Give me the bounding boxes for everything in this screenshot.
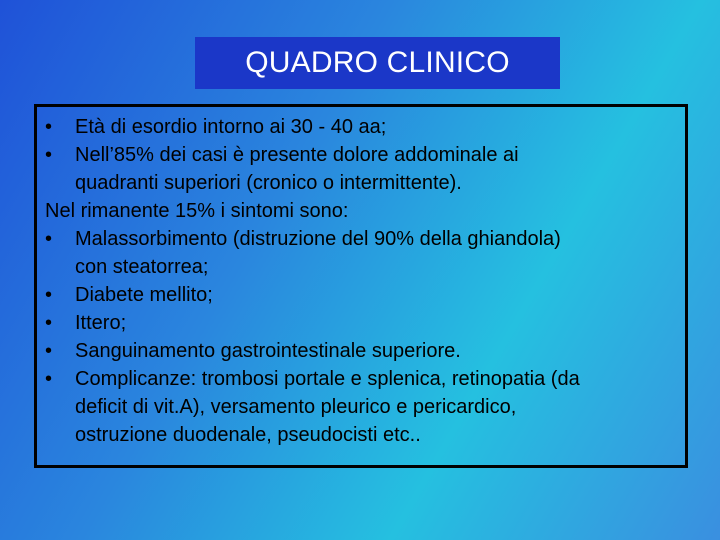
- bullet-marker: •: [45, 144, 53, 166]
- bullet-marker: •: [45, 284, 53, 306]
- bullet-list: [45, 113, 677, 449]
- title-banner: [195, 37, 560, 89]
- plain-text-line: Nel rimanente 15% i sintomi sono:: [45, 200, 349, 222]
- list-item-text: Sanguinamento gastrointestinale superiore.: [75, 340, 461, 362]
- list-item: [45, 337, 677, 365]
- list-item: [45, 281, 677, 309]
- list-item-continuation: deficit di vit.A), versamento pleurico e pericardico,: [75, 396, 517, 418]
- list-item: [45, 365, 677, 393]
- list-item-continuation: ostruzione duodenale, pseudocisti etc..: [75, 424, 421, 446]
- bullet-marker: •: [45, 312, 53, 334]
- bullet-marker: •: [45, 228, 53, 250]
- list-item-text: Malassorbimento (distruzione del 90% della ghiandola): [75, 228, 561, 250]
- bullet-marker: •: [45, 340, 53, 362]
- bullet-marker: •: [45, 368, 53, 390]
- list-item-text: Nell’85% dei casi è presente dolore addominale ai: [75, 144, 519, 166]
- list-item-continuation: quadranti superiori (cronico o intermittente).: [75, 172, 462, 194]
- list-item-text: Complicanze: trombosi portale e splenica, retinopatia (da: [75, 368, 580, 390]
- bullet-marker: •: [45, 116, 53, 138]
- list-item-continuation: con steatorrea;: [75, 256, 209, 278]
- list-item: [45, 225, 677, 253]
- content-box: [34, 104, 688, 468]
- slide-title: QUADRO CLINICO: [245, 46, 510, 79]
- list-item-text: Ittero;: [75, 312, 127, 334]
- list-item: [45, 141, 677, 169]
- list-item: [45, 309, 677, 337]
- list-item: [45, 113, 677, 141]
- list-item-text: Diabete mellito;: [75, 284, 213, 306]
- list-item-text: Età di esordio intorno ai 30 - 40 aa;: [75, 116, 387, 138]
